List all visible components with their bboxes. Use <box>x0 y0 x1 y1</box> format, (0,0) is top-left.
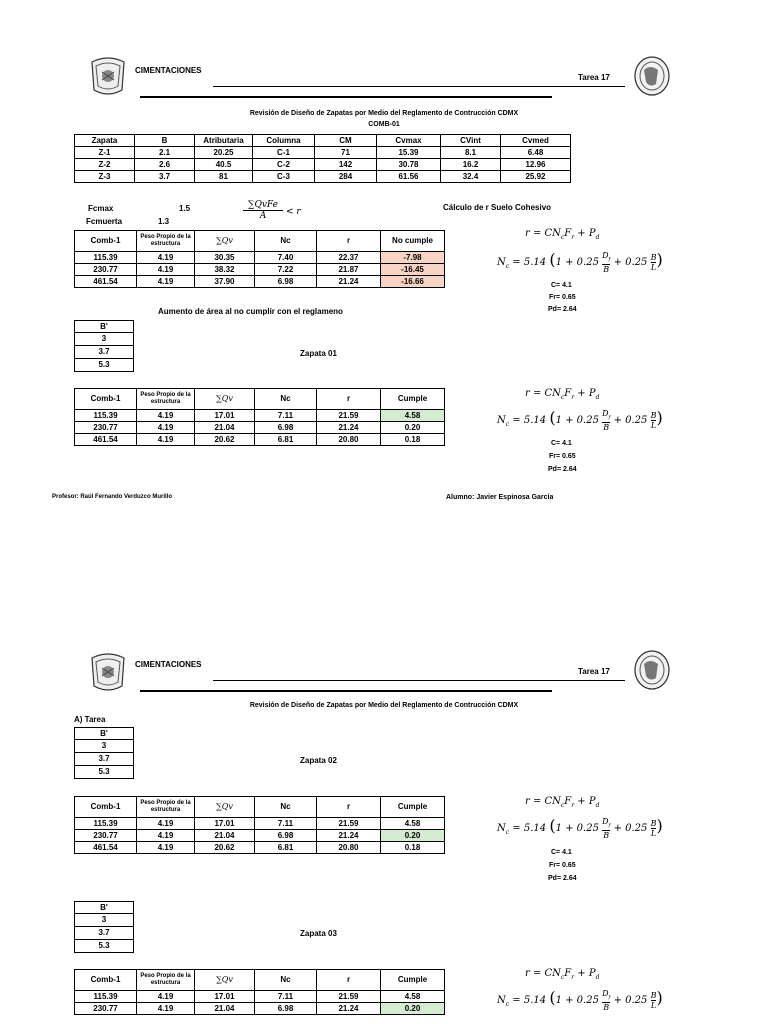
table-row <box>75 830 445 842</box>
table-cell: 4.58 <box>381 991 445 1003</box>
column-header: Peso Propio de la estructura <box>137 970 195 991</box>
table-row <box>75 434 445 446</box>
table-cell: 230.77 <box>75 1003 137 1015</box>
column-header: ∑Qv <box>195 231 255 252</box>
column-header: Comb-1 <box>75 797 137 818</box>
formula-nc: $N_c = 5.14$ (1 + 0.25 $\frac{D_f}{B}$ + 0.25 $\frac{B}{L}$ ) <box>497 250 663 275</box>
table-cell: 4.58 <box>381 410 445 422</box>
table-cell: 4.19 <box>137 252 195 264</box>
table-cell: 61.56 <box>377 171 441 183</box>
table-row <box>75 276 445 288</box>
table-cell: 4.19 <box>137 818 195 830</box>
fcmuerta-label: Fcmuerta <box>86 217 123 226</box>
b-prime-table-1 <box>74 320 134 372</box>
table-cell: 3.7 <box>75 346 134 359</box>
table-header-row <box>75 231 445 252</box>
table-cell: 230.77 <box>75 264 137 276</box>
table-cell: 284 <box>315 171 377 183</box>
inequality-fraction <box>243 200 283 221</box>
table-cell: 5.3 <box>75 940 134 953</box>
table-cell: 4.58 <box>381 818 445 830</box>
table-row <box>75 991 445 1003</box>
table-cell: 6.98 <box>255 276 317 288</box>
table-cell: 4.19 <box>137 434 195 446</box>
table-cell: 4.19 <box>137 264 195 276</box>
column-header: CVint <box>441 135 501 147</box>
header-rule-p2 <box>213 680 625 681</box>
table-cell: 2.1 <box>135 147 195 159</box>
table-cell: 6.48 <box>501 147 571 159</box>
column-header: r <box>317 970 381 991</box>
table-cell: 3 <box>75 333 134 346</box>
table-cell: 115.39 <box>75 410 137 422</box>
check-table-4 <box>74 969 445 1015</box>
table-cell: 81 <box>195 171 253 183</box>
table-cell: 4.19 <box>137 991 195 1003</box>
table-cell: 7.11 <box>255 818 317 830</box>
table-cell: 0.20 <box>381 422 445 434</box>
column-header: Peso Propio de la estructura <box>137 797 195 818</box>
header-rule-thick-p2 <box>140 690 552 692</box>
b-prime-table-2 <box>74 727 134 779</box>
table-cell: 12.96 <box>501 159 571 171</box>
column-header: B <box>135 135 195 147</box>
course-name: CIMENTACIONES <box>135 66 202 75</box>
table-cell: 115.39 <box>75 818 137 830</box>
table-cell: 21.04 <box>195 830 255 842</box>
table-cell: 17.01 <box>195 410 255 422</box>
cohesive-section-title: Cálculo de r Suelo Cohesivo <box>443 203 552 212</box>
page2-title: Revisión de Diseño de Zapatas por Medio del Reglamento de Contrucción CDMX <box>249 702 519 709</box>
table-cell: 4.19 <box>137 842 195 854</box>
table-cell: 115.39 <box>75 991 137 1003</box>
fcmuerta-value: 1.3 <box>158 217 170 226</box>
param-c: C= 4.1 <box>551 282 572 289</box>
table-cell: 40.5 <box>195 159 253 171</box>
param-c-2: C= 4.1 <box>551 440 572 447</box>
table-cell: 22.37 <box>317 252 381 264</box>
check-table-2 <box>74 388 445 446</box>
table-cell: 21.24 <box>317 422 381 434</box>
table-cell: 17.01 <box>195 991 255 1003</box>
param-fr-2: Fr= 0.65 <box>549 453 576 460</box>
table-row <box>75 359 134 372</box>
area-increase-title: Aumento de área al no cumplir con el reglameno <box>158 307 343 316</box>
table-row <box>75 753 134 766</box>
param-pd: Pd= 2.64 <box>548 306 577 313</box>
column-header: Cumple <box>381 797 445 818</box>
table-cell: 2.6 <box>135 159 195 171</box>
table-row <box>75 147 571 159</box>
formula-r-4: $r = CN_cF_r + P_d$ <box>525 968 600 981</box>
table-row <box>75 422 445 434</box>
zapata-03-label: Zapata 03 <box>300 929 337 938</box>
table-cell: 5.3 <box>75 359 134 372</box>
table-cell: 21.59 <box>317 410 381 422</box>
table-cell: 15.39 <box>377 147 441 159</box>
column-header: Zapata <box>75 135 135 147</box>
table-cell: 21.24 <box>317 1003 381 1015</box>
formula-r: $r = CN_cF_r + P_d$ <box>525 228 600 241</box>
column-header: Cumple <box>381 389 445 410</box>
table-cell: 230.77 <box>75 830 137 842</box>
param-fr-3: Fr= 0.65 <box>549 862 576 869</box>
column-header: ∑Qv <box>195 797 255 818</box>
table-cell: 37.90 <box>195 276 255 288</box>
header-rule <box>213 86 625 87</box>
table-cell: 6.81 <box>255 434 317 446</box>
param-pd-3: Pd= 2.64 <box>548 875 577 882</box>
column-header: Nc <box>255 797 317 818</box>
column-header: r <box>317 797 381 818</box>
assignment-label: Tarea 17 <box>578 73 610 82</box>
table-cell: 38.32 <box>195 264 255 276</box>
table-cell: 6.98 <box>255 422 317 434</box>
table-cell: 21.04 <box>195 1003 255 1015</box>
table-cell: 461.54 <box>75 434 137 446</box>
table-row <box>75 333 134 346</box>
table-cell: 30.35 <box>195 252 255 264</box>
table-header-row <box>75 389 445 410</box>
table-cell: -16.45 <box>381 264 445 276</box>
table-header-row <box>75 902 134 914</box>
table-cell: 21.87 <box>317 264 381 276</box>
table-cell: C-3 <box>253 171 315 183</box>
table-cell: 142 <box>315 159 377 171</box>
column-header: ∑Qv <box>195 389 255 410</box>
table-cell: 16.2 <box>441 159 501 171</box>
professor-name: Profesor: Raúl Fernando Verduzco Murillo <box>52 494 173 500</box>
table-cell: 0.20 <box>381 830 445 842</box>
inequality-numerator: ∑QvFe <box>243 200 283 211</box>
table-cell: 7.40 <box>255 252 317 264</box>
column-header: B' <box>75 728 134 740</box>
param-fr: Fr= 0.65 <box>549 294 576 301</box>
column-header: Cvmax <box>377 135 441 147</box>
table-cell: 20.80 <box>317 434 381 446</box>
column-header: Cvmed <box>501 135 571 147</box>
column-header: r <box>317 231 381 252</box>
table-cell: 3 <box>75 914 134 927</box>
table-cell: Z-3 <box>75 171 135 183</box>
formula-nc-3: $N_c = 5.14$ (1 + 0.25 $\frac{D_f}{B}$ + 0.25 $\frac{B}{L}$ ) <box>497 816 663 841</box>
header-rule-thick <box>140 96 552 98</box>
table-cell: 21.59 <box>317 991 381 1003</box>
student-name: Alumno: Javier Espinosa García <box>446 494 554 501</box>
column-header: Nc <box>255 231 317 252</box>
table-cell: 21.59 <box>317 818 381 830</box>
table-cell: 0.20 <box>381 1003 445 1015</box>
table-cell: 4.19 <box>137 830 195 842</box>
loads-table <box>74 134 571 183</box>
inequality-rhs: < r <box>286 207 301 217</box>
column-header: ∑Qv <box>195 970 255 991</box>
table-cell: 21.04 <box>195 422 255 434</box>
zapata-01-label: Zapata 01 <box>300 349 337 358</box>
table-header-row <box>75 797 445 818</box>
column-header: Comb-1 <box>75 231 137 252</box>
formula-r-3: $r = CN_cF_r + P_d$ <box>525 796 600 809</box>
fcmax-value: 1.5 <box>179 204 191 213</box>
table-row <box>75 927 134 940</box>
table-cell: -7.98 <box>381 252 445 264</box>
table-row <box>75 252 445 264</box>
table-cell: 0.18 <box>381 434 445 446</box>
fi-seal-logo-p2 <box>632 648 672 692</box>
table-cell: 230.77 <box>75 422 137 434</box>
table-row <box>75 264 445 276</box>
page1-title: Revisión de Diseño de Zapatas por Medio del Reglamento de Contrucción CDMX <box>249 110 519 117</box>
table-cell: C-1 <box>253 147 315 159</box>
table-cell: 17.01 <box>195 818 255 830</box>
column-header: Peso Propio de la estructura <box>137 389 195 410</box>
formula-r-2: $r = CN_cF_r + P_d$ <box>525 388 600 401</box>
table-cell: 3.7 <box>75 753 134 766</box>
b-prime-table-3 <box>74 901 134 953</box>
fcmax-label: Fcmax <box>88 204 114 213</box>
table-cell: Z-1 <box>75 147 135 159</box>
course-name-p2: CIMENTACIONES <box>135 660 202 669</box>
table-cell: 20.80 <box>317 842 381 854</box>
table-cell: 6.98 <box>255 1003 317 1015</box>
column-header: B' <box>75 902 134 914</box>
formula-nc-2: $N_c = 5.14$ (1 + 0.25 $\frac{D_f}{B}$ + 0.25 $\frac{B}{L}$ ) <box>497 408 663 433</box>
check-table-1 <box>74 230 445 288</box>
table-row <box>75 410 445 422</box>
table-row <box>75 171 571 183</box>
table-cell: 8.1 <box>441 147 501 159</box>
table-cell: 20.62 <box>195 434 255 446</box>
column-header: Nc <box>255 970 317 991</box>
inequality-denominator: A <box>259 211 267 221</box>
tarea-section-label: A) Tarea <box>74 715 106 724</box>
table-cell: 30.78 <box>377 159 441 171</box>
unam-seal-logo <box>88 54 128 98</box>
column-header: No cumple <box>381 231 445 252</box>
column-header: Atributaria <box>195 135 253 147</box>
column-header: Comb-1 <box>75 389 137 410</box>
param-c-3: C= 4.1 <box>551 849 572 856</box>
table-row <box>75 1003 445 1015</box>
column-header: r <box>317 389 381 410</box>
column-header: B' <box>75 321 134 333</box>
table-row <box>75 766 134 779</box>
table-row <box>75 818 445 830</box>
table-cell: 20.62 <box>195 842 255 854</box>
table-cell: 25.92 <box>501 171 571 183</box>
table-cell: Z-2 <box>75 159 135 171</box>
table-row <box>75 914 134 927</box>
table-header-row <box>75 728 134 740</box>
table-cell: 115.39 <box>75 252 137 264</box>
table-row <box>75 740 134 753</box>
param-pd-2: Pd= 2.64 <box>548 466 577 473</box>
table-cell: 4.19 <box>137 422 195 434</box>
column-header: Comb-1 <box>75 970 137 991</box>
unam-seal-logo-p2 <box>88 650 128 694</box>
table-cell: 3 <box>75 740 134 753</box>
table-cell: 3.7 <box>135 171 195 183</box>
zapata-02-label: Zapata 02 <box>300 756 337 765</box>
table-cell: 6.81 <box>255 842 317 854</box>
table-cell: 5.3 <box>75 766 134 779</box>
table-cell: 7.22 <box>255 264 317 276</box>
table-cell: 4.19 <box>137 1003 195 1015</box>
table-cell: 21.24 <box>317 830 381 842</box>
assignment-label-p2: Tarea 17 <box>578 667 610 676</box>
column-header: Columna <box>253 135 315 147</box>
table-cell: 4.19 <box>137 276 195 288</box>
page1-subtitle: COMB-01 <box>368 121 400 128</box>
table-cell: 20.25 <box>195 147 253 159</box>
table-cell: 71 <box>315 147 377 159</box>
table-cell: 461.54 <box>75 276 137 288</box>
table-cell: 461.54 <box>75 842 137 854</box>
table-cell: C-2 <box>253 159 315 171</box>
table-cell: 21.24 <box>317 276 381 288</box>
table-cell: 3.7 <box>75 927 134 940</box>
table-header-row <box>75 135 571 147</box>
table-row <box>75 842 445 854</box>
table-cell: 0.18 <box>381 842 445 854</box>
table-header-row <box>75 321 134 333</box>
table-cell: 32.4 <box>441 171 501 183</box>
check-table-3 <box>74 796 445 854</box>
table-row <box>75 159 571 171</box>
fi-seal-logo <box>632 54 672 98</box>
column-header: CM <box>315 135 377 147</box>
table-row <box>75 346 134 359</box>
column-header: Cumple <box>381 970 445 991</box>
column-header: Nc <box>255 389 317 410</box>
table-header-row <box>75 970 445 991</box>
table-cell: 7.11 <box>255 991 317 1003</box>
table-cell: 4.19 <box>137 410 195 422</box>
table-cell: 6.98 <box>255 830 317 842</box>
formula-nc-4: $N_c = 5.14$ (1 + 0.25 $\frac{D_f}{B}$ + 0.25 $\frac{B}{L}$ ) <box>497 988 663 1013</box>
table-cell: 7.11 <box>255 410 317 422</box>
table-cell: -16.66 <box>381 276 445 288</box>
table-row <box>75 940 134 953</box>
column-header: Peso Propio de la estructura <box>137 231 195 252</box>
